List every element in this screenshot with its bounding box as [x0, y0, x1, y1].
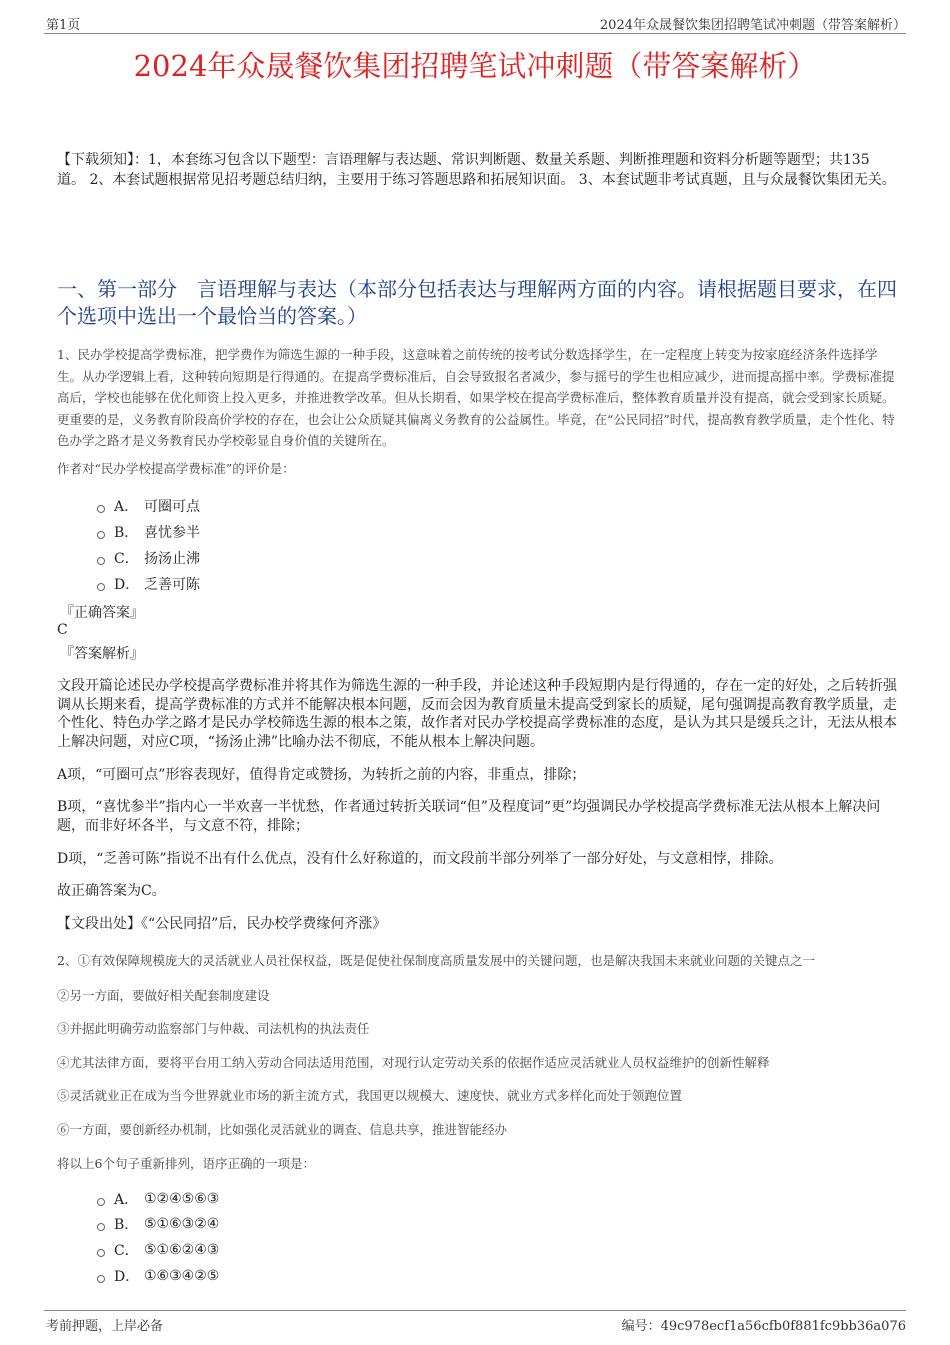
q2-option-b[interactable]: [97, 1214, 219, 1234]
analysis-option-d: D项，“乏善可陈”指说不出有什么优点，没有什么好称道的，而文段前半部分列举了一部分好处，与文意相悖，排除。: [57, 851, 783, 867]
section-heading: 一、第一部分 言语理解与表达（本部分包括表达与理解两方面的内容。请根据题目要求，在四个选项中选出一个最恰当的答案。）: [57, 277, 897, 328]
q1-option-a[interactable]: [97, 496, 200, 516]
analysis-source: 【文段出处】《“公民同招”后，民办校学费缘何齐涨》: [57, 916, 387, 932]
option-letter: B．: [114, 1217, 139, 1233]
q1-option-c[interactable]: [97, 548, 200, 568]
header-doc-title: 2024年众晟餐饮集团招聘笔试冲刺题（带答案解析）: [599, 18, 906, 33]
footer-divider: [44, 1310, 906, 1311]
option-letter: D．: [114, 577, 140, 593]
footer-serial: 编号：49c978ecf1a56cfb0f881fc9bb36a076: [621, 1319, 906, 1334]
radio-icon[interactable]: [97, 505, 105, 513]
page-number: 第1页: [46, 18, 81, 33]
q2-sentence: ③并据此明确劳动监察部门与仲裁、司法机构的执法责任: [57, 1021, 370, 1036]
radio-icon[interactable]: [97, 1198, 105, 1206]
analysis-option-b: B项，“喜忧参半”指内心一半欢喜一半忧愁，作者通过转折关联词“但”及程度词“更”均强调民办学校提高学费标准无法从根本上解决问题，而非好坏各半，与文意不符，排除；: [57, 799, 881, 834]
q2-option-a[interactable]: [97, 1189, 219, 1209]
radio-icon[interactable]: [97, 531, 105, 539]
q1-option-b[interactable]: [97, 522, 200, 542]
option-letter: C．: [114, 551, 139, 567]
analysis-conclusion: 故正确答案为C。: [57, 883, 166, 899]
answer-label: 『正确答案』: [60, 605, 144, 621]
option-text: 喜忧参半: [144, 525, 200, 541]
q2-sentence: ②另一方面，要做好相关配套制度建设: [57, 988, 270, 1003]
option-letter: D．: [114, 1269, 140, 1285]
q2-question: 将以上6个句子重新排列，语序正确的一项是：: [57, 1156, 315, 1171]
answer-value: C: [57, 622, 68, 638]
option-text: ⑤①⑥②④③: [144, 1242, 220, 1258]
q2-sentence: ⑥一方面，要创新经办机制，比如强化灵活就业的调查、信息共享，推进智能经办: [57, 1122, 508, 1137]
q1-option-d[interactable]: [97, 574, 200, 594]
analysis-option-a: A项，“可圈可点”形容表现好，值得肯定或赞扬，为转折之前的内容，非重点，排除；: [57, 767, 586, 783]
option-text: 乏善可陈: [144, 577, 200, 593]
analysis-paragraph: 文段开篇论述民办学校提高学费标准并将其作为筛选生源的一种手段，并论述这种手段短期内是行得通的，存在一定的好处，之后转折强调从长期来看，提高学费标准的方式并不能解决根本问题，反而会因为教育质量未提高受到家长的质疑，尾句强调提高教育教学质量，走个性化、特色办学之路才是民办学校筛选生源的根本之策，故作者对民办学校提高学费标准的态度，是认为其只是缓兵之计，无法从根本上解决问题，对应C项，“扬汤止沸”比喻办法不彻底，不能从根本上解决问题。: [57, 678, 897, 750]
option-text: 可圈可点: [144, 499, 200, 515]
q2-sentence: ⑤灵活就业正在成为当今世界就业市场的新主流方式，我国更以规模大、速度快、就业方式多样化而处于领跑位置: [57, 1088, 683, 1103]
radio-icon[interactable]: [97, 583, 105, 591]
radio-icon[interactable]: [97, 1275, 105, 1283]
option-text: 扬汤止沸: [144, 551, 200, 567]
header-divider: [44, 33, 906, 34]
option-letter: A．: [114, 1192, 139, 1208]
radio-icon[interactable]: [97, 1223, 105, 1231]
download-notice: 【下载须知】：1，本套练习包含以下题型：言语理解与表达题、常识判断题、数量关系题、判断推理题和资料分析题等题型；共135道。 2、本套试题根据常见招考题总结归纳，主要用于练习答题思路和拓展知识面。 3、本套试题非考试真题，且与众晟餐饮集团无关。: [57, 152, 896, 188]
option-letter: A．: [114, 499, 139, 515]
q1-stem: 1、民办学校提高学费标准，把学费作为筛选生源的一种手段，这意味着之前传统的按考试分数选择学生，在一定程度上转变为按家庭经济条件选择学生。从办学逻辑上看，这种转向短期是行得通的。在提高学费标准后，自会导致报名者减少，参与摇号的学生也相应减少，进而提高摇中率。学费标准提高后，学校也能够在优化师资上投入更多，并推进教学改革。但从长期看，如果学校在提高学费标准后，整体教育质量并没有提高，就会受到家长质疑。更重要的是，义务教育阶段高价学校的存在，也会让公众质疑其偏离义务教育的公益属性。毕竟，在“公民同招”时代，提高教育教学质量，走个性化、特色办学之路才是义务教育民办学校彰显自身价值的关键所在。: [57, 347, 895, 449]
option-text: ①⑥③④②⑤: [144, 1268, 220, 1284]
radio-icon[interactable]: [97, 1249, 105, 1257]
footer-slogan: 考前押题，上岸必备: [46, 1319, 164, 1334]
q2-sentence: ④尤其法律方面，要将平台用工纳入劳动合同法适用范围，对现行认定劳动关系的依据作适应灵活就业人员权益维护的创新性解释: [57, 1055, 770, 1070]
q1-question: 作者对“民办学校提高学费标准”的评价是：: [57, 461, 295, 476]
radio-icon[interactable]: [97, 557, 105, 565]
option-text: ①②④⑤⑥③: [144, 1191, 220, 1207]
option-text: ⑤①⑥③②④: [144, 1216, 220, 1232]
option-letter: C．: [114, 1243, 139, 1259]
page-title: 2024年众晟餐饮集团招聘笔试冲刺题（带答案解析）: [133, 49, 817, 83]
q2-stem: 2、①有效保障规模庞大的灵活就业人员社保权益，既是促使社保制度高质量发展中的关键问题，也是解决我国未来就业问题的关键点之一: [57, 953, 815, 968]
option-letter: B．: [114, 525, 139, 541]
q2-option-d[interactable]: [97, 1266, 219, 1286]
analysis-label: 『答案解析』: [60, 646, 144, 662]
q2-option-c[interactable]: [97, 1240, 219, 1260]
